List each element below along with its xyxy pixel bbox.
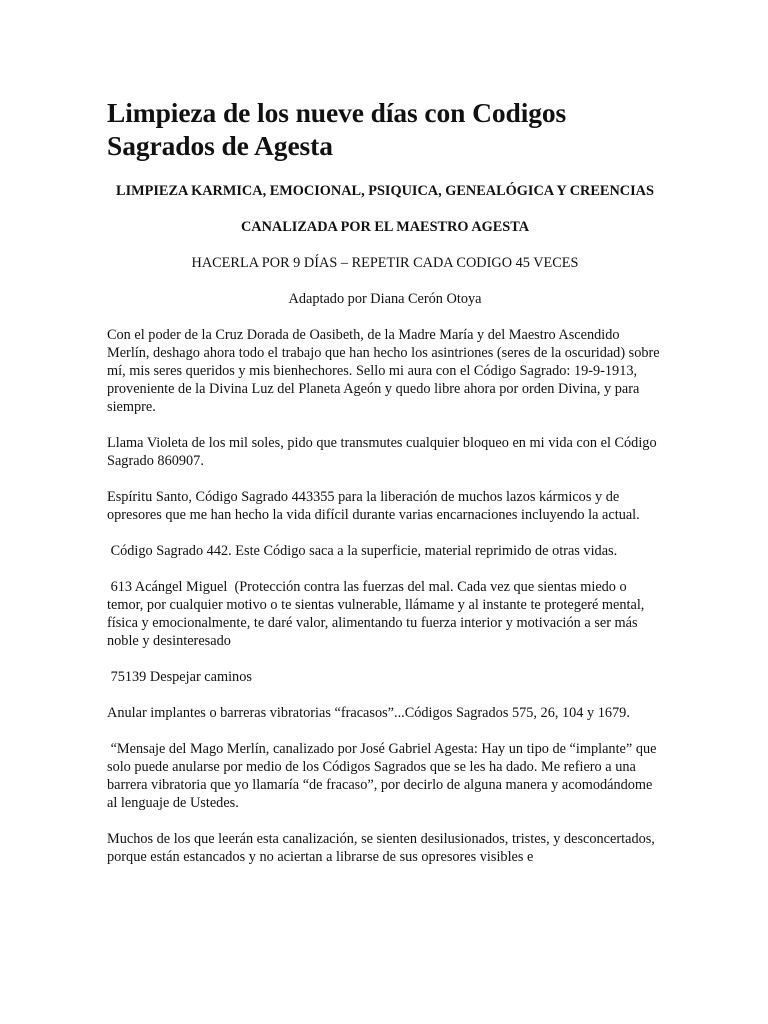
paragraph: Muchos de los que leerán esta canalización, se sienten desilusionados, tristes, y desconcertados, porque están estancados y no aciertan a librarse de sus opresores visibles e [107,831,655,865]
subtitle-channeled-by: CANALIZADA POR EL MAESTRO AGESTA [240,219,530,235]
paragraph: Anular implantes o barreras vibratorias “fracasos”...Códigos Sagrados 575, 26, 104 y 1679. [107,705,630,721]
paragraph: 75139 Despejar caminos [107,669,252,685]
document-title: Limpieza de los nueve días con Codigos Sagrados de Agesta [107,97,567,161]
paragraph: 613 Acángel Miguel (Protección contra las fuerzas del mal. Cada vez que sientas miedo o temor, por cualquier motivo o te sientas vulnerable, llámame y al instante te protegeré mental, física y emocionalmente, te daré valor, alimentando tu fuerza interior y motivación a ser más noble y desinteresado [107,579,648,649]
document-body [107,96,663,884]
paragraph: Con el poder de la Cruz Dorada de Oasibeth, de la Madre María y del Maestro Ascendido Merlín, deshago ahora todo el trabajo que han hecho los asintriones (seres de la oscuridad) sobre mí, mis seres queridos y mis bienhechores. Sello mi aura con el Código Sagrado: 19-9-1913, proveniente de la Divina Luz del Planeta Ageón y quedo libre ahora por orden Divina, y para siempre. [107,327,660,415]
paragraph: Código Sagrado 442. Este Código saca a la superficie, material reprimido de otras vidas. [107,543,618,559]
instruction-line: HACERLA POR 9 DÍAS – REPETIR CADA CODIGO 45 VECES [191,255,579,271]
paragraph: Llama Violeta de los mil soles, pido que transmutes cualquier bloqueo en mi vida con el Código Sagrado 860907. [107,435,657,469]
subtitle-karmic-cleansing: LIMPIEZA KARMICA, EMOCIONAL, PSIQUICA, GENEALÓGICA Y CREENCIAS [116,183,654,199]
paragraph: “Mensaje del Mago Merlín, canalizado por José Gabriel Agesta: Hay un tipo de “implante” que solo puede anularse por medio de los Códigos Sagrados que se les ha dado. Me refiero a una barrera vibratoria que yo llamaría “de fracaso”, por decirlo de alguna manera y acomodándome al lenguaje de Ustedes. [107,741,661,811]
paragraph: Espíritu Santo, Código Sagrado 443355 para la liberación de muchos lazos kármicos y de opresores que me han hecho la vida difícil durante varias encarnaciones incluyendo la actual. [107,489,640,523]
adapted-by-line: Adaptado por Diana Cerón Otoya [288,291,482,307]
